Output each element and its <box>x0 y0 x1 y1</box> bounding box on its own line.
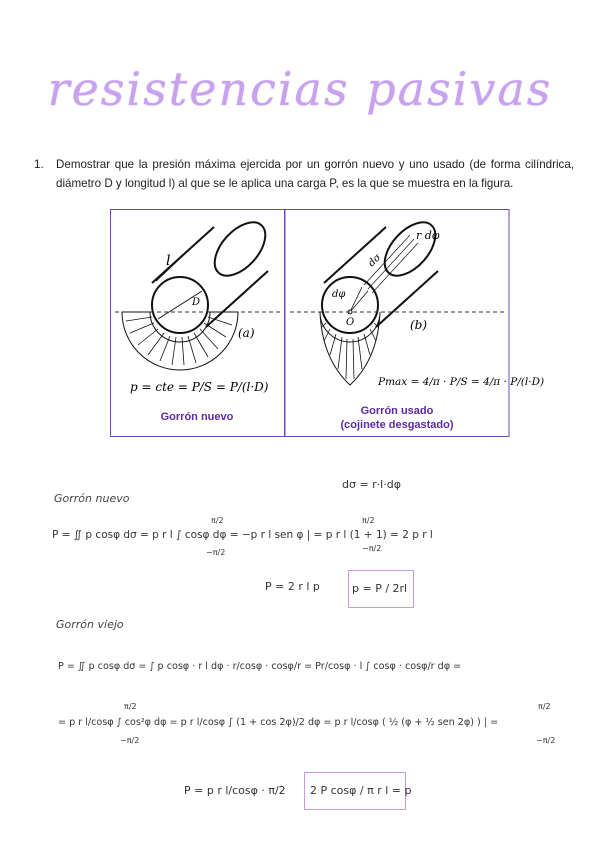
equation-nuevo: P = ∬ p cosφ dσ = p r l ∫ cosφ dφ = −p r l sen φ | = p r l (1 + 1) = 2 p r l <box>52 529 433 541</box>
sym-O: O <box>346 317 355 328</box>
caption-b-line2: (cojinete desgastado) <box>340 419 454 431</box>
limit-bottom-3: −π/2 <box>120 736 140 745</box>
problem-number: 1. <box>34 158 44 171</box>
sym-rdphi: r dφ <box>416 229 440 242</box>
limit-bottom-4: −π/2 <box>536 736 556 745</box>
sym-D: D <box>192 297 201 308</box>
label-b: (b) <box>410 318 428 332</box>
problem-statement <box>34 155 574 193</box>
result-viejo: P = p r l/cosφ · π/2 <box>184 784 286 797</box>
limit-top-3: π/2 <box>124 702 137 711</box>
page-title: resistencias pasivas <box>47 62 553 116</box>
sym-dphi: dφ <box>332 289 346 300</box>
label-gorron-viejo: Gorrón viejo <box>56 618 124 631</box>
boxed-result-nuevo: p = P / 2rl <box>352 582 408 595</box>
problem-text: Demostrar que la presión máxima ejercida por un gorrón nuevo y uno usado (de forma cilíndrica, diámetro D y longitud l) al que se le aplica una carga P, es la que se muestra en la figura. <box>56 158 574 190</box>
limit-bottom-2: −π/2 <box>362 544 382 553</box>
dsigma-definition: dσ = r·l·dφ <box>342 478 401 491</box>
equation-viejo-2: = p r l/cosφ ∫ cos²φ dφ = p r l/cosφ ∫ (1 + cos 2φ)/2 dφ = p r l/cosφ ( ½ (φ + ½ sen 2φ) ) | = <box>58 717 499 728</box>
caption-a: Gorrón nuevo <box>160 411 234 423</box>
result-nuevo: P = 2 r l p <box>265 580 320 593</box>
sym-dsigma: dσ <box>366 251 384 270</box>
formula-b: Pmax = 4/π · P/S = 4/π · P/(l·D) <box>378 376 545 388</box>
limit-top-4: π/2 <box>538 702 551 711</box>
label-a: (a) <box>238 326 255 340</box>
caption-b-line1: Gorrón usado <box>360 405 434 417</box>
sym-l: l <box>166 253 171 269</box>
limit-top-2: π/2 <box>362 516 375 525</box>
limit-top-1: π/2 <box>211 516 224 525</box>
boxed-result-viejo: 2 P cosφ / π r l = p <box>310 784 412 797</box>
equation-viejo-1: P = ∬ p cosφ dσ = ∫ p cosφ · r l dφ · r/cosφ · cosφ/r = Pr/cosφ · l ∫ cosφ · cosφ/r dφ = <box>58 661 462 672</box>
journal-bearing-figure <box>110 209 545 437</box>
limit-bottom-1: −π/2 <box>206 548 226 557</box>
formula-a: p = cte = P/S = P/(l·D) <box>130 380 269 394</box>
label-gorron-nuevo: Gorrón nuevo <box>54 492 130 505</box>
